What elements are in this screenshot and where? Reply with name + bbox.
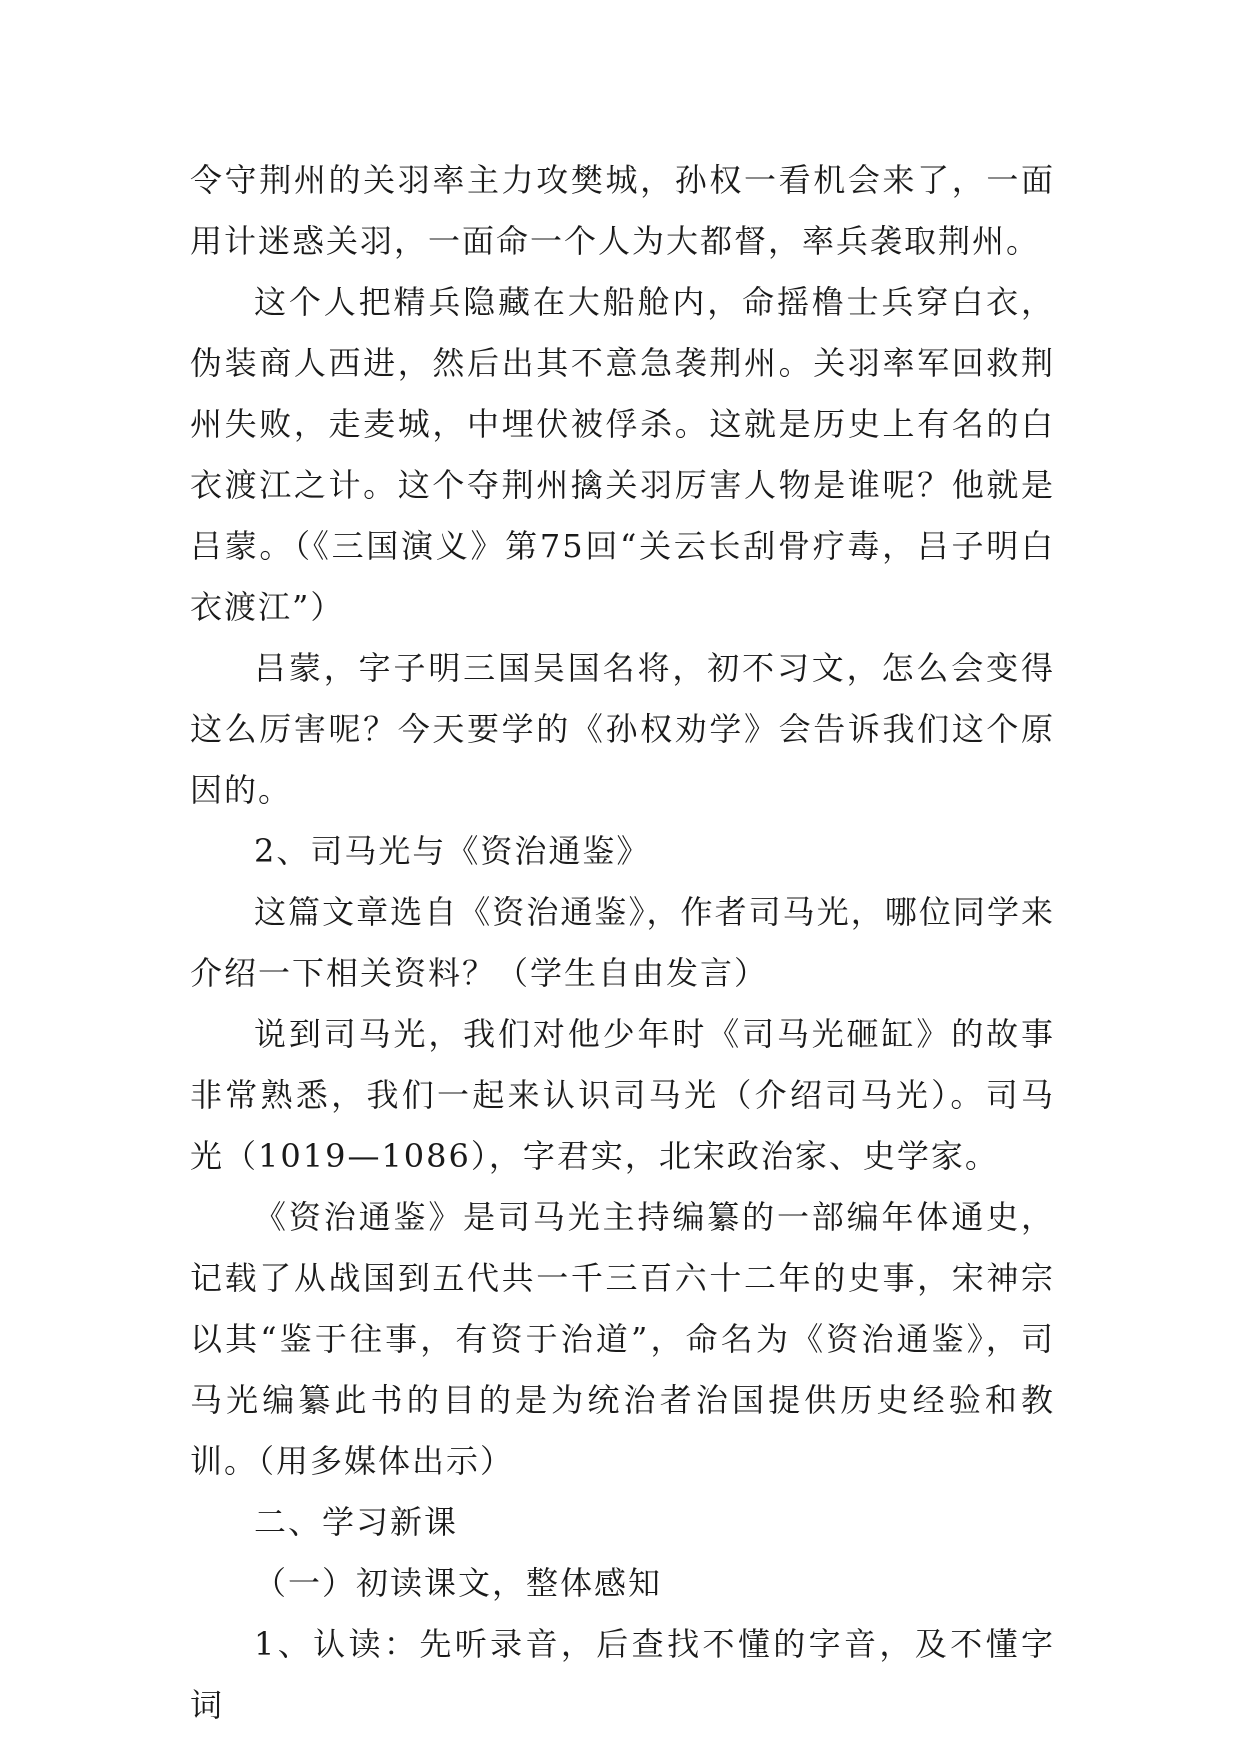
paragraph: 令守荆州的关羽率主力攻樊城，孙权一看机会来了，一面用计迷惑关羽，一面命一个人为大都督，率兵袭取荆州。 bbox=[190, 161, 1055, 260]
paragraph: 《资治通鉴》是司马光主持编纂的一部编年体通史，记载了从战国到五代共一千三百六十二年的史事，宋神宗以其“鉴于往事，有资于治道”，命名为《资治通鉴》，司马光编纂此书的目的是为统治者治国提供历史经验和教训。（用多媒体出示） bbox=[190, 1198, 1055, 1480]
paragraph: 吕蒙，字子明三国吴国名将，初不习文，怎么会变得这么厉害呢？今天要学的《孙权劝学》会告诉我们这个原因的。 bbox=[190, 649, 1055, 809]
paragraph: 这篇文章选自《资治通鉴》，作者司马光，哪位同学来介绍一下相关资料？（学生自由发言） bbox=[190, 893, 1055, 992]
subsection-heading: （一）初读课文，整体感知 bbox=[254, 1564, 663, 1602]
paragraph: 说到司马光，我们对他少年时《司马光砸缸》的故事非常熟悉，我们一起来认识司马光（介绍司马光）。司马光（1019—1086），字君实，北宋政治家、史学家。 bbox=[190, 1015, 1055, 1175]
paragraph: 1、认读：先听录音，后查找不懂的字音，及不懂字词 bbox=[190, 1625, 1055, 1724]
document-body bbox=[190, 150, 1055, 1736]
section-heading: 2、司马光与《资治通鉴》 bbox=[254, 832, 651, 870]
section-heading: 二、学习新课 bbox=[254, 1503, 459, 1541]
paragraph: 这个人把精兵隐藏在大船舱内，命摇橹士兵穿白衣，伪装商人西进，然后出其不意急袭荆州。关羽率军回救荆州失败，走麦城，中埋伏被俘杀。这就是历史上有名的白衣渡江之计。这个夺荆州擒关羽厉害人物是谁呢？他就是吕蒙。（《三国演义》第75回“关云长刮骨疗毒，吕子明白衣渡江”） bbox=[190, 283, 1055, 626]
